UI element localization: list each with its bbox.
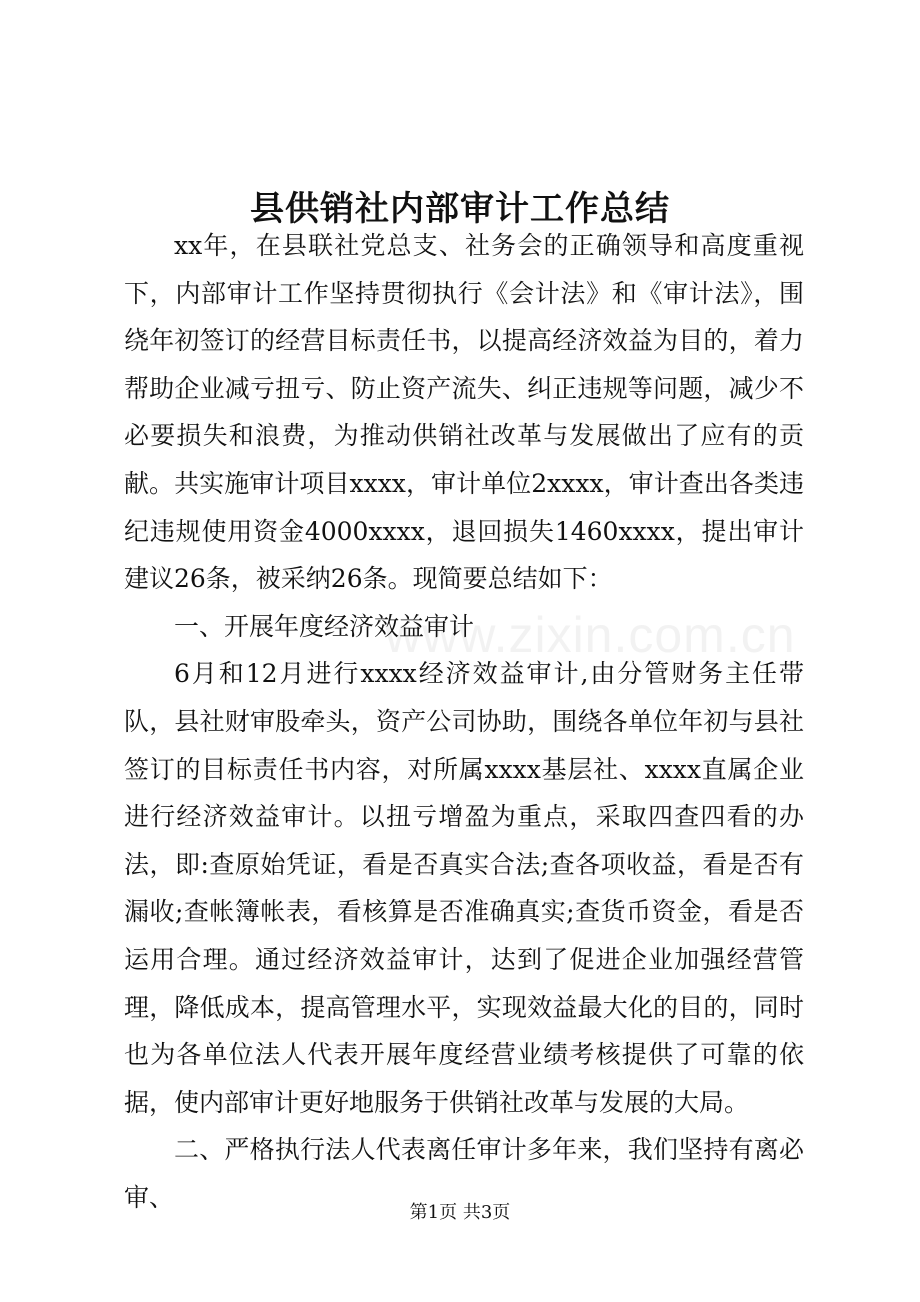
document-title: 县供销社内部审计工作总结 [250, 188, 670, 229]
intro-paragraph: xx年，在县联社党总支、社务会的正确领导和高度重视下，内部审计工作坚持贯彻执行《会计法》和《审计法》，围绕年初签订的经营目标责任书，以提高经济效益为目的，着力帮助企业减亏扭亏、防止资产流失、纠正违规等问题，减少不必要损失和浪费，为推动供销社改革与发展做出了应有的贡献。共实施审计项目xxxx，审计单位2xxxx，审计查出各类违纪违规使用资金4000xxxx，退回损失1460xxxx，提出审计建议26条，被采纳26条。现简要总结如下： [124, 231, 804, 594]
section-1-paragraph: 6月和12月进行xxxx经济效益审计,由分管财务主任带队，县社财审股牵头，资产公司协助，围绕各单位年初与县社签订的目标责任书内容，对所属xxxx基层社、xxxx直属企业进行经济效益审计。以扭亏增盈为重点，采取四查四看的办法，即:查原始凭证，看是否真实合法;查各项收益，看是否有漏收;查帐簿帐表，看核算是否准确真实;查货币资金，看是否运用合理。通过经济效益审计，达到了促进企业加强经营管理，降低成本，提高管理水平，实现效益最大化的目的，同时也为各单位法人代表开展年度经营业绩考核提供了可靠的依据，使内部审计更好地服务于供销社改革与发展的大局。 [124, 659, 804, 1117]
page-footer: 第1页 共3页 [409, 1202, 511, 1223]
document-body [124, 222, 804, 1221]
watermark: www.zixin.com.cn [385, 607, 796, 663]
section-heading-1: 一、开展年度经济效益审计 [174, 611, 475, 641]
section-heading-2: 二、严格执行法人代表离任审计多年来，我们坚持有离必审、 [124, 1135, 804, 1212]
